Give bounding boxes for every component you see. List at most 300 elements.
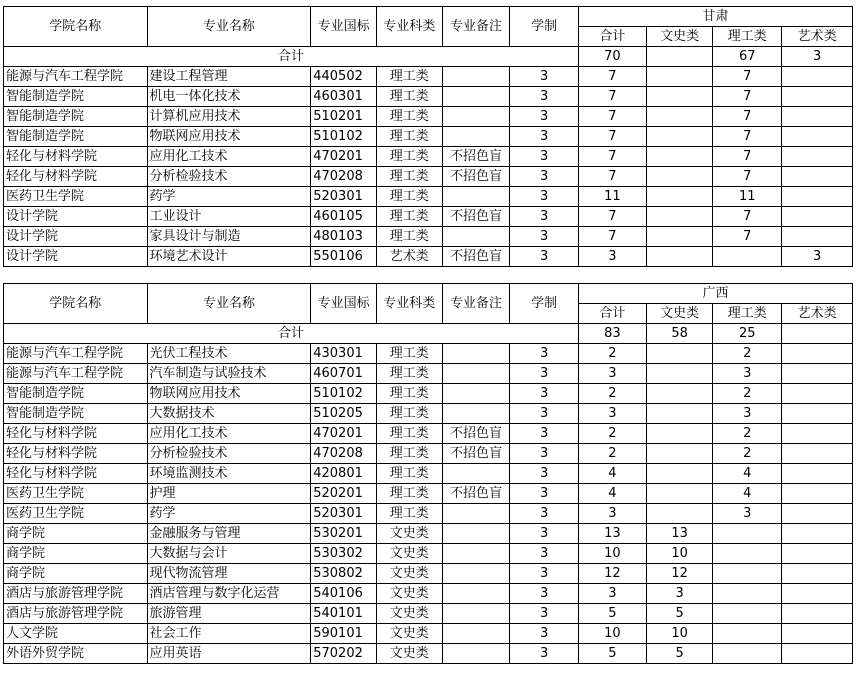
table-row: [4, 564, 853, 584]
table-row: [4, 247, 853, 267]
total-cell: 5: [579, 604, 647, 624]
art-header: 艺术类: [782, 304, 853, 324]
total-cell: 7: [579, 67, 647, 87]
college-cell: 轻化与材料学院: [4, 167, 148, 187]
total-cell: 2: [579, 424, 647, 444]
note-cell: 不招色盲: [442, 167, 510, 187]
science-cell: 4: [713, 484, 782, 504]
table-row: [4, 227, 853, 247]
years-cell: 3: [510, 524, 579, 544]
liberal-arts-cell: [646, 147, 713, 167]
college-cell: 能源与汽车工程学院: [4, 364, 148, 384]
college-header: 学院名称: [4, 284, 148, 324]
liberal-arts-header: 文史类: [646, 27, 713, 47]
total-cell: 2: [579, 384, 647, 404]
art-cell: [782, 544, 853, 564]
note-cell: 不招色盲: [442, 444, 510, 464]
years-cell: 3: [510, 404, 579, 424]
total-cell: 10: [579, 544, 647, 564]
total-cell: 2: [579, 344, 647, 364]
code-header: 专业国标: [311, 284, 377, 324]
liberal-arts-cell: 3: [646, 584, 713, 604]
total-cell: 3: [579, 584, 647, 604]
totals-row: [4, 324, 853, 344]
art-cell: [782, 604, 853, 624]
note-cell: [442, 564, 510, 584]
liberal-arts-cell: [646, 87, 713, 107]
major-cell: 现代物流管理: [147, 564, 311, 584]
liberal-arts-cell: [646, 484, 713, 504]
major-cell: 应用化工技术: [147, 147, 311, 167]
code-cell: 530201: [311, 524, 377, 544]
code-cell: 540101: [311, 604, 377, 624]
art-cell: [782, 584, 853, 604]
category-cell: 理工类: [376, 207, 442, 227]
total-cell: 10: [579, 624, 647, 644]
code-cell: 470208: [311, 167, 377, 187]
total-cell: 3: [579, 247, 647, 267]
totals-label: 合计: [4, 47, 579, 67]
total-cell: 5: [579, 644, 647, 664]
code-cell: 570202: [311, 644, 377, 664]
science-cell: 7: [713, 227, 782, 247]
gansu-enrollment-table: [3, 6, 853, 267]
note-cell: [442, 227, 510, 247]
code-cell: 530302: [311, 544, 377, 564]
header-row: [4, 284, 853, 304]
years-cell: 3: [510, 364, 579, 384]
totals-total: 70: [579, 47, 647, 67]
art-cell: [782, 107, 853, 127]
years-cell: 3: [510, 207, 579, 227]
science-cell: 3: [713, 504, 782, 524]
note-cell: 不招色盲: [442, 207, 510, 227]
category-cell: 理工类: [376, 364, 442, 384]
code-cell: 550106: [311, 247, 377, 267]
table-row: [4, 624, 853, 644]
college-cell: 设计学院: [4, 207, 148, 227]
note-cell: [442, 624, 510, 644]
code-cell: 430301: [311, 344, 377, 364]
years-cell: 3: [510, 127, 579, 147]
liberal-arts-cell: 5: [646, 644, 713, 664]
table-row: [4, 107, 853, 127]
college-cell: 智能制造学院: [4, 384, 148, 404]
category-cell: 文史类: [376, 544, 442, 564]
major-cell: 环境监测技术: [147, 464, 311, 484]
science-cell: 3: [713, 364, 782, 384]
major-cell: 应用化工技术: [147, 424, 311, 444]
liberal-arts-cell: [646, 424, 713, 444]
liberal-arts-header: 文史类: [646, 304, 713, 324]
note-cell: [442, 404, 510, 424]
liberal-arts-cell: [646, 404, 713, 424]
science-cell: 7: [713, 167, 782, 187]
liberal-arts-cell: [646, 444, 713, 464]
note-header: 专业备注: [442, 284, 510, 324]
note-cell: 不招色盲: [442, 147, 510, 167]
college-cell: 轻化与材料学院: [4, 464, 148, 484]
science-cell: 2: [713, 384, 782, 404]
major-cell: 家具设计与制造: [147, 227, 311, 247]
college-cell: 设计学院: [4, 227, 148, 247]
major-cell: 计算机应用技术: [147, 107, 311, 127]
note-cell: [442, 344, 510, 364]
college-cell: 医药卫生学院: [4, 187, 148, 207]
art-cell: [782, 404, 853, 424]
category-cell: 文史类: [376, 604, 442, 624]
table-row: [4, 384, 853, 404]
total-cell: 2: [579, 444, 647, 464]
code-cell: 440502: [311, 67, 377, 87]
art-header: 艺术类: [782, 27, 853, 47]
liberal-arts-cell: [646, 384, 713, 404]
science-cell: [713, 544, 782, 564]
total-header: 合计: [579, 304, 647, 324]
code-cell: 460701: [311, 364, 377, 384]
category-cell: 理工类: [376, 227, 442, 247]
art-cell: [782, 127, 853, 147]
major-cell: 机电一体化技术: [147, 87, 311, 107]
art-cell: [782, 187, 853, 207]
category-cell: 理工类: [376, 384, 442, 404]
table-row: [4, 344, 853, 364]
college-cell: 酒店与旅游管理学院: [4, 584, 148, 604]
years-cell: 3: [510, 227, 579, 247]
total-cell: 7: [579, 207, 647, 227]
total-cell: 7: [579, 167, 647, 187]
note-cell: [442, 644, 510, 664]
years-cell: 3: [510, 644, 579, 664]
art-cell: [782, 644, 853, 664]
art-cell: [782, 484, 853, 504]
major-header: 专业名称: [147, 284, 311, 324]
liberal-arts-cell: 10: [646, 544, 713, 564]
liberal-arts-cell: [646, 227, 713, 247]
category-cell: 理工类: [376, 127, 442, 147]
code-cell: 470201: [311, 147, 377, 167]
science-cell: [713, 564, 782, 584]
science-header: 理工类: [713, 27, 782, 47]
years-cell: 3: [510, 247, 579, 267]
science-cell: 2: [713, 444, 782, 464]
major-cell: 药学: [147, 187, 311, 207]
code-header: 专业国标: [311, 7, 377, 47]
years-cell: 3: [510, 87, 579, 107]
total-cell: 3: [579, 404, 647, 424]
table-row: [4, 424, 853, 444]
totals-label: 合计: [4, 324, 579, 344]
art-cell: [782, 364, 853, 384]
code-cell: 460105: [311, 207, 377, 227]
note-cell: 不招色盲: [442, 424, 510, 444]
years-cell: 3: [510, 444, 579, 464]
liberal-arts-cell: 5: [646, 604, 713, 624]
table-row: [4, 444, 853, 464]
college-cell: 能源与汽车工程学院: [4, 344, 148, 364]
total-cell: 4: [579, 484, 647, 504]
years-cell: 3: [510, 424, 579, 444]
totals-total: 83: [579, 324, 647, 344]
totals-science: 67: [713, 47, 782, 67]
category-cell: 理工类: [376, 107, 442, 127]
years-cell: 3: [510, 584, 579, 604]
table-row: [4, 187, 853, 207]
table-row: [4, 584, 853, 604]
liberal-arts-cell: 13: [646, 524, 713, 544]
category-cell: 理工类: [376, 404, 442, 424]
liberal-arts-cell: [646, 107, 713, 127]
major-cell: 物联网应用技术: [147, 127, 311, 147]
category-cell: 理工类: [376, 87, 442, 107]
total-cell: 3: [579, 364, 647, 384]
college-cell: 智能制造学院: [4, 127, 148, 147]
liberal-arts-cell: 10: [646, 624, 713, 644]
liberal-arts-cell: [646, 504, 713, 524]
science-cell: [713, 247, 782, 267]
table-row: [4, 67, 853, 87]
guangxi-enrollment-table: [3, 283, 853, 664]
table-row: [4, 464, 853, 484]
category-cell: 理工类: [376, 444, 442, 464]
category-cell: 理工类: [376, 484, 442, 504]
major-cell: 分析检验技术: [147, 444, 311, 464]
art-cell: [782, 444, 853, 464]
table-row: [4, 207, 853, 227]
note-cell: [442, 107, 510, 127]
science-cell: 2: [713, 344, 782, 364]
table-row: [4, 147, 853, 167]
major-cell: 大数据技术: [147, 404, 311, 424]
note-cell: [442, 364, 510, 384]
liberal-arts-cell: [646, 364, 713, 384]
code-cell: 460301: [311, 87, 377, 107]
art-cell: [782, 564, 853, 584]
years-cell: 3: [510, 484, 579, 504]
college-cell: 智能制造学院: [4, 87, 148, 107]
total-cell: 3: [579, 504, 647, 524]
science-cell: 7: [713, 127, 782, 147]
note-cell: [442, 67, 510, 87]
science-cell: 7: [713, 87, 782, 107]
total-cell: 4: [579, 464, 647, 484]
college-cell: 商学院: [4, 564, 148, 584]
table-row: [4, 644, 853, 664]
art-cell: [782, 624, 853, 644]
art-cell: 3: [782, 247, 853, 267]
major-header: 专业名称: [147, 7, 311, 47]
science-cell: 7: [713, 107, 782, 127]
category-cell: 理工类: [376, 147, 442, 167]
college-cell: 商学院: [4, 544, 148, 564]
art-cell: [782, 384, 853, 404]
total-cell: 7: [579, 147, 647, 167]
major-cell: 汽车制造与试验技术: [147, 364, 311, 384]
category-cell: 文史类: [376, 524, 442, 544]
table-row: [4, 544, 853, 564]
college-cell: 医药卫生学院: [4, 484, 148, 504]
code-cell: 510102: [311, 384, 377, 404]
liberal-arts-cell: [646, 464, 713, 484]
years-header: 学制: [510, 7, 579, 47]
years-cell: 3: [510, 624, 579, 644]
code-cell: 510102: [311, 127, 377, 147]
total-cell: 7: [579, 87, 647, 107]
major-cell: 旅游管理: [147, 604, 311, 624]
liberal-arts-cell: [646, 207, 713, 227]
years-cell: 3: [510, 564, 579, 584]
total-cell: 7: [579, 227, 647, 247]
note-cell: [442, 584, 510, 604]
region-header: 广西: [579, 284, 853, 304]
total-cell: 13: [579, 524, 647, 544]
liberal-arts-cell: 12: [646, 564, 713, 584]
art-cell: [782, 67, 853, 87]
science-cell: [713, 624, 782, 644]
totals-science: 25: [713, 324, 782, 344]
region-header: 甘肃: [579, 7, 853, 27]
art-cell: [782, 87, 853, 107]
college-header: 学院名称: [4, 7, 148, 47]
totals-art: [782, 324, 853, 344]
total-cell: 7: [579, 107, 647, 127]
major-cell: 酒店管理与数字化运营: [147, 584, 311, 604]
science-cell: 7: [713, 67, 782, 87]
totals-art: 3: [782, 47, 853, 67]
art-cell: [782, 227, 853, 247]
major-cell: 环境艺术设计: [147, 247, 311, 267]
science-header: 理工类: [713, 304, 782, 324]
liberal-arts-cell: [646, 167, 713, 187]
years-cell: 3: [510, 344, 579, 364]
note-cell: [442, 464, 510, 484]
table-row: [4, 87, 853, 107]
category-header: 专业科类: [376, 7, 442, 47]
college-cell: 智能制造学院: [4, 404, 148, 424]
table-row: [4, 484, 853, 504]
liberal-arts-cell: [646, 344, 713, 364]
college-cell: 医药卫生学院: [4, 504, 148, 524]
category-cell: 艺术类: [376, 247, 442, 267]
category-cell: 文史类: [376, 644, 442, 664]
note-cell: [442, 524, 510, 544]
science-cell: 7: [713, 207, 782, 227]
college-cell: 商学院: [4, 524, 148, 544]
major-cell: 金融服务与管理: [147, 524, 311, 544]
years-cell: 3: [510, 384, 579, 404]
code-cell: 470201: [311, 424, 377, 444]
note-cell: [442, 604, 510, 624]
code-cell: 590101: [311, 624, 377, 644]
science-cell: [713, 584, 782, 604]
art-cell: [782, 424, 853, 444]
major-cell: 应用英语: [147, 644, 311, 664]
college-cell: 轻化与材料学院: [4, 424, 148, 444]
note-cell: 不招色盲: [442, 247, 510, 267]
college-cell: 轻化与材料学院: [4, 147, 148, 167]
art-cell: [782, 464, 853, 484]
code-cell: 530802: [311, 564, 377, 584]
college-cell: 能源与汽车工程学院: [4, 67, 148, 87]
college-cell: 酒店与旅游管理学院: [4, 604, 148, 624]
college-cell: 轻化与材料学院: [4, 444, 148, 464]
table-row: [4, 504, 853, 524]
total-cell: 7: [579, 127, 647, 147]
years-cell: 3: [510, 504, 579, 524]
liberal-arts-cell: [646, 127, 713, 147]
code-cell: 420801: [311, 464, 377, 484]
category-cell: 理工类: [376, 167, 442, 187]
science-cell: 11: [713, 187, 782, 207]
header-row: [4, 7, 853, 27]
note-cell: [442, 544, 510, 564]
years-header: 学制: [510, 284, 579, 324]
table-row: [4, 167, 853, 187]
note-cell: [442, 384, 510, 404]
science-cell: 2: [713, 424, 782, 444]
years-cell: 3: [510, 464, 579, 484]
table-row: [4, 604, 853, 624]
table-row: [4, 524, 853, 544]
table-row: [4, 127, 853, 147]
years-cell: 3: [510, 107, 579, 127]
category-cell: 理工类: [376, 344, 442, 364]
science-cell: 4: [713, 464, 782, 484]
category-cell: 理工类: [376, 187, 442, 207]
category-cell: 理工类: [376, 424, 442, 444]
major-cell: 物联网应用技术: [147, 384, 311, 404]
art-cell: [782, 207, 853, 227]
category-cell: 文史类: [376, 624, 442, 644]
note-cell: 不招色盲: [442, 484, 510, 504]
college-cell: 外语外贸学院: [4, 644, 148, 664]
category-cell: 理工类: [376, 464, 442, 484]
category-cell: 文史类: [376, 564, 442, 584]
years-cell: 3: [510, 544, 579, 564]
total-header: 合计: [579, 27, 647, 47]
art-cell: [782, 524, 853, 544]
category-cell: 文史类: [376, 584, 442, 604]
major-cell: 护理: [147, 484, 311, 504]
major-cell: 药学: [147, 504, 311, 524]
art-cell: [782, 147, 853, 167]
code-cell: 520301: [311, 504, 377, 524]
college-cell: 设计学院: [4, 247, 148, 267]
science-cell: [713, 524, 782, 544]
code-cell: 480103: [311, 227, 377, 247]
science-cell: [713, 604, 782, 624]
totals-row: [4, 47, 853, 67]
note-cell: [442, 504, 510, 524]
major-cell: 光伏工程技术: [147, 344, 311, 364]
table-row: [4, 364, 853, 384]
major-cell: 大数据与会计: [147, 544, 311, 564]
major-cell: 建设工程管理: [147, 67, 311, 87]
years-cell: 3: [510, 167, 579, 187]
college-cell: 人文学院: [4, 624, 148, 644]
code-cell: 510205: [311, 404, 377, 424]
category-header: 专业科类: [376, 284, 442, 324]
note-cell: [442, 127, 510, 147]
art-cell: [782, 167, 853, 187]
years-cell: 3: [510, 147, 579, 167]
code-cell: 470208: [311, 444, 377, 464]
note-cell: [442, 187, 510, 207]
code-cell: 520301: [311, 187, 377, 207]
totals-liberal-arts: [646, 47, 713, 67]
major-cell: 工业设计: [147, 207, 311, 227]
science-cell: [713, 644, 782, 664]
